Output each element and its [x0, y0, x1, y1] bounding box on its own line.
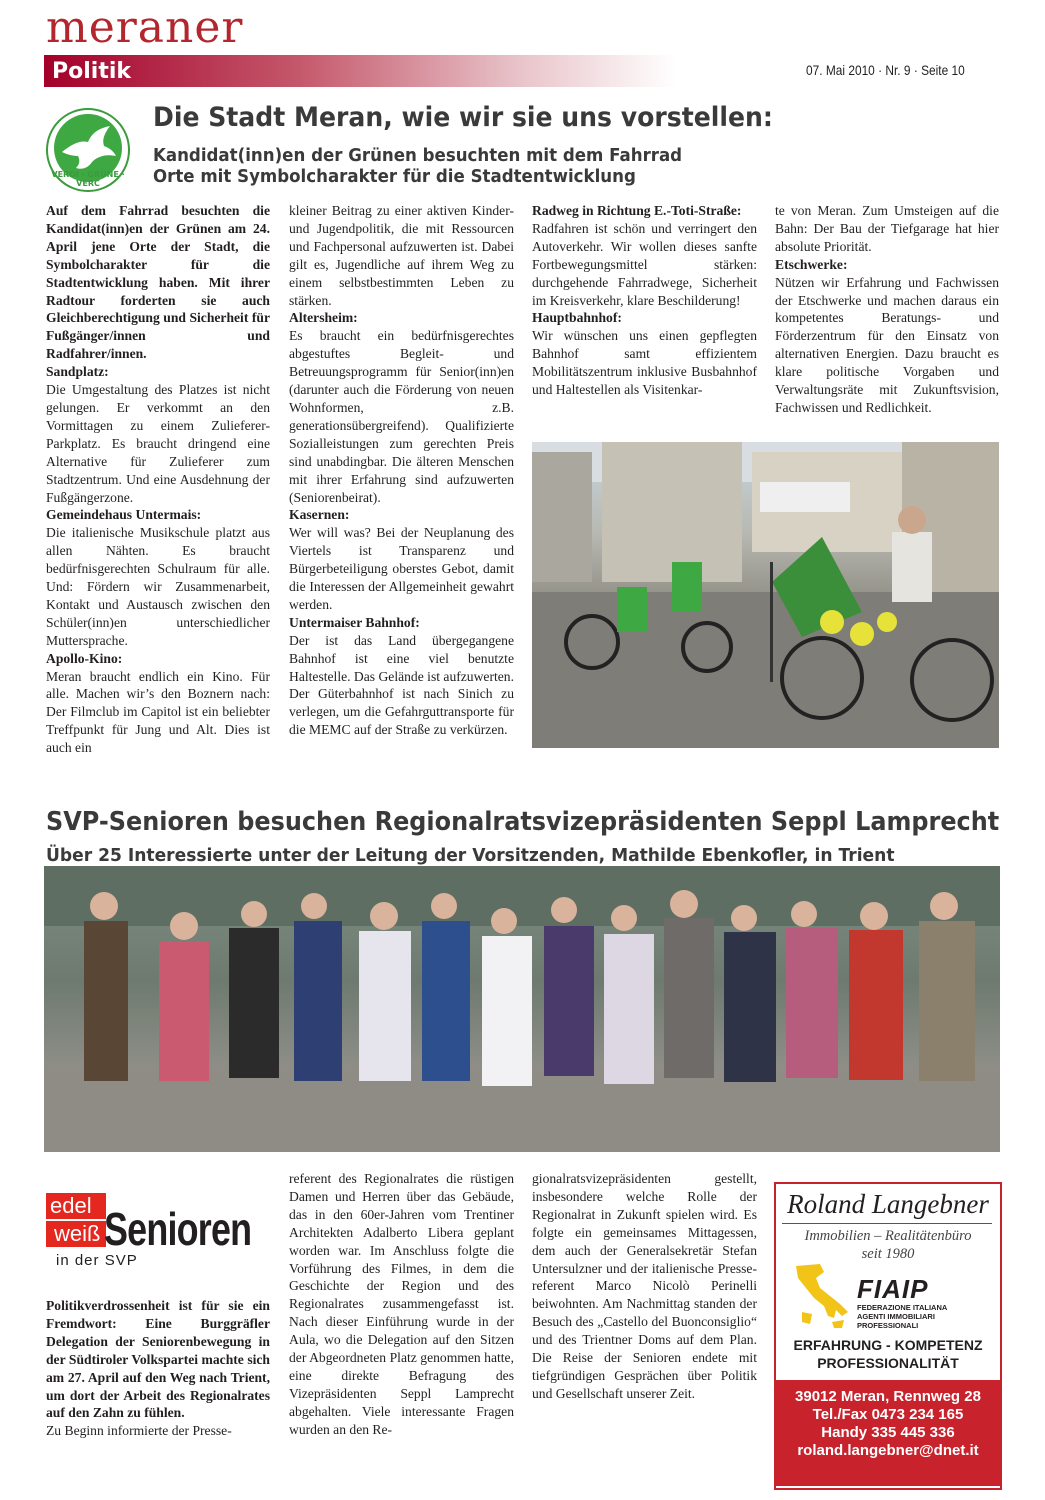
section-heading: Kasernen: [289, 507, 350, 523]
edelweiss-logo-word-1: edel [50, 1193, 92, 1218]
article2-lead: Politikverdrossenheit ist für sie ein Fremdwort: Eine Burggräfler Delegation der Seniorenbewegung in der Südtiroler Volkspartei machte sich am 27. April auf den Weg nach Trient, um dort der Arbeit des Regionalrates auf den Zahn zu fühlen. [46, 1298, 270, 1421]
section-heading: Altersheim: [289, 310, 358, 326]
section-heading: Hauptbahnhof: [532, 310, 622, 326]
article1-subheadline-2: Orte mit Symbolcharakter für die Stadtentwicklung [153, 167, 636, 187]
section-bar [44, 55, 676, 87]
section-text: te von Meran. Zum Umsteigen auf die Bahn: Der Bau der Tiefgarage hat hier absolute Priorität. [775, 203, 999, 254]
article2-column-3 [532, 1170, 757, 1403]
section-heading: Sandplatz: [46, 364, 109, 380]
cyclists-photo [532, 442, 999, 748]
ad-divider [782, 1223, 992, 1224]
article2-column-2 [289, 1170, 514, 1439]
article2-column-1 [46, 1297, 270, 1440]
article2-headline: SVP-Senioren besuchen Regionalratsvizepräsidenten Seppl Lamprecht [46, 807, 1000, 837]
section-text: Wir wünschen uns einen gepflegten Bahnhof samt effizientem Mobilitätszentrum inklusive Busbahnhof und Haltestellen als Visitenkar- [532, 328, 757, 398]
article1-subheadline-1: Kandidat(inn)en der Grünen besuchten mit dem Fahrrad [153, 146, 683, 166]
article1-lead: Auf dem Fahrrad besuchten die Kandidat(inn)en der Grünen am 24. April jene Orte der Stadt, die Symbolcharakter für die Stadtentwicklung haben. Mit ihrer Radtour forderten sie auch Gleichberechtigung und Sicherheit für Fußgänger/innen und Radfahrer/innen. [46, 203, 270, 362]
ad-company-name: Roland Langebner [787, 1189, 989, 1219]
article2-col3-text: gionalratsvizepräsidenten gestellt, insbesondere welche Rolle der Regionalrat in Zukunft spielen wird. Es folgte ein gemeinsames Mittagessen, dem auch der Generalsekretär Stefan Untersulzner und der italienische Pressereferent Marco Nicolò Perinelli beiwohnten. Am Nachmittag standen der Besuch des „Castello del Buonconsiglio“ und des Trientner Doms auf dem Plan. Die Reise der Senioren endete mit tiefgründigen Gesprächen über Politik und Gesellschaft unserer Zeit. [532, 1171, 757, 1401]
fiaip-logo: FIAIP [857, 1274, 929, 1304]
ad-address: 39012 Meran, Rennweg 28 [795, 1388, 981, 1405]
edelweiss-logo-main: Senioren [104, 1203, 252, 1255]
section-text: Die italienische Musikschule platzt aus allen Nähten. Es braucht bedürfnisgerechten Schulraum für alle. Und: Fördern wir Zusammenarbeit, Kontakt und Austausch zwischen den Schüler(inn)en unterschiedlicher Muttersprache. [46, 525, 270, 648]
section-text: Radfahren ist schön und verringert den Autoverkehr. Wir wollen dieses sanfte Fortbewegungsmittel stärken: durchgehende Fahrradwege, Sicherheit im Kreisverkehr, klare Beschilderung! [532, 220, 757, 308]
article1-column-4 [775, 202, 999, 417]
section-text: kleiner Beitrag zu einer aktiven Kinder- und Jugendpolitik, die mit Ressourcen und Fachpersonal aufzuwerten ist. Dabei gilt es, Jugendliche auf ihrem Weg zu einem selbstbestimmten Leben zu stärken. [289, 203, 514, 308]
section-text: Nützen wir Erfahrung und Fachwissen der Etschwerke und machen daraus ein kompetentes Beratungs- und Förderzentrum für den Einsatz von alternativen Energien. Dazu braucht es klare politische Vorgaben und Verwaltungsräte mit Zukunftsvision, Fachwissen und Redlichkeit. [775, 274, 999, 415]
italy-map-icon [790, 1262, 852, 1330]
section-text: Meran braucht endlich ein Kino. Für alle. Machen wir’s den Boznern nach: Der Filmclub im Capitol ist ein beliebter Treffpunkt für Jung und Alt. Dies ist auch ein [46, 668, 270, 756]
article1-column-1 [46, 202, 270, 757]
article1-headline: Die Stadt Meran, wie wir sie uns vorstellen: [153, 102, 773, 133]
section-heading: Etschwerke: [775, 256, 848, 272]
article2-col1-text: Zu Beginn informierte der Presse- [46, 1423, 232, 1439]
fiaip-subtitle: FEDERAZIONE ITALIANA AGENTI IMMOBILIARI PROFESSIONALI [857, 1303, 947, 1330]
article1-column-3 [532, 202, 757, 399]
greens-logo-text: VERDI · GRÜNE · VERC [51, 170, 125, 188]
ad-mobile: Handy 335 445 336 [821, 1424, 955, 1441]
article1-column-2 [289, 202, 514, 739]
dove-icon [58, 122, 118, 174]
section-heading: Gemeindehaus Untermais: [46, 507, 202, 523]
section-text: Wer will was? Bei der Neuplanung des Viertels ist Transparenz und Bürgerbeteiligung oberstes Gebot, damit die Interessen der Allgemeinheit gewahrt werden. [289, 525, 514, 612]
ad-email: roland.langebner@dnet.it [797, 1442, 979, 1459]
ad-subtitle: Immobilien – Realitätenbüro [804, 1228, 972, 1244]
issue-info: 07. Mai 2010 · Nr. 9 · Seite 10 [806, 62, 965, 78]
article2-subheadline: Über 25 Interessierte unter der Leitung der Vorsitzenden, Mathilde Ebenkofler, in Trient [46, 845, 895, 866]
ad-since: seit 1980 [861, 1246, 915, 1262]
section-heading: Radweg in Richtung E.-Toti-Straße: [532, 203, 742, 218]
section-text: Es braucht ein bedürfnisgerechtes abgestuftes Begleit- und Betreuungsprogramm für Senior(inn)en (darunter auch die Förderung von neuen Wohnformen, z.B. generationsübergreifend). Qualifizierte Sozialleistungen zum gerechten Preis sind unabdingbar. Die älteren Menschen mit ihrer Erfahrung sind aufzuwerten (Seniorenbeirat). [289, 328, 514, 505]
edelweiss-logo-word-2: weiß [54, 1221, 101, 1246]
article2-col2-text: referent des Regionalrates die rüstigen Damen und Herren über das Gebäude, das in den 60er-Jahren vom Trentiner Architekten Adalberto Libera geplant worden war. Im Anschluss folgte die Vorführung des Filmes, in dem die Geschichte der Region und des Regionalrates zusammengefasst ist. Nach dieser Einführung wurde in der Aula, wo die Delegation auf den Sitzen der Abgeordneten Platz genommen hatte, eine direkte Befragung des Vizepräsidenten Seppl Lamprecht abgehalten. Viele interessante Fragen wurden an den Re- [289, 1171, 514, 1437]
ad-slogan-1: ERFAHRUNG - KOMPETENZ [793, 1337, 983, 1353]
section-text: Die Umgestaltung des Platzes ist nicht gelungen. Er verkommt an den Vormittagen zu einem Zulieferer-Parkplatz. Es braucht dringend eine Alternative für Zulieferer zum Stadtzentrum. Und eine Ausdehnung der Fußgängerzone. [46, 382, 270, 505]
section-text: Der ist das Land übergegangene Bahnhof ist eine viel benutzte Haltestelle. Das Gelände ist aufzuwerten. Der Güterbahnhof ist nach Sinich zu verlegen, um die Gefahrguttransporte für die MEMC auf der Straße zu verkürzen. [289, 632, 514, 738]
edelweiss-logo-sub: in der SVP [56, 1252, 138, 1269]
ad-phone: Tel./Fax 0473 234 165 [812, 1406, 964, 1423]
section-label: Politik [52, 59, 132, 84]
section-heading: Apollo-Kino: [46, 650, 123, 666]
masthead-title: meraner [46, 2, 244, 53]
ad-slogan-2: PROFESSIONALITÄT [817, 1355, 959, 1371]
group-photo [44, 866, 1000, 1152]
section-heading: Untermaiser Bahnhof: [289, 614, 420, 630]
